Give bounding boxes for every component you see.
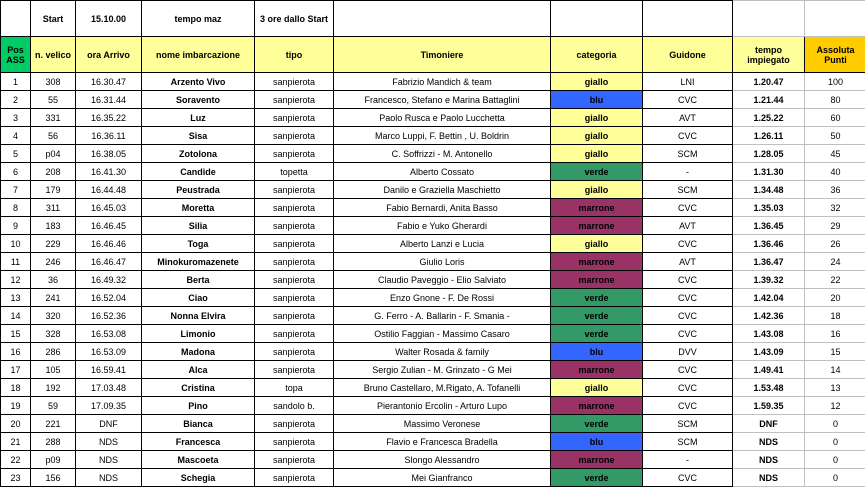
guidone-cell: CVC (643, 379, 733, 397)
guidone-cell: CVC (643, 361, 733, 379)
guidone-cell: CVC (643, 91, 733, 109)
timoniere-cell: Enzo Gnone - F. De Rossi (334, 289, 551, 307)
table-row (1, 469, 865, 487)
boat-name-cell: Ciao (142, 289, 255, 307)
guidone-cell: AVT (643, 217, 733, 235)
header-punti: Assoluta Punti (805, 37, 865, 73)
tempo-cell: 1.53.48 (733, 379, 805, 397)
boat-name-cell: Sisa (142, 127, 255, 145)
pos-cell: 1 (1, 73, 31, 91)
timoniere-cell: Sergio Zulian - M. Grinzato - G Mei (334, 361, 551, 379)
punti-cell: 26 (805, 235, 865, 253)
guidone-cell: CVC (643, 397, 733, 415)
table-row (1, 235, 865, 253)
punti-cell: 36 (805, 181, 865, 199)
boat-name-cell: Francesca (142, 433, 255, 451)
table-row (1, 361, 865, 379)
guidone-cell: CVC (643, 307, 733, 325)
table-row (1, 289, 865, 307)
boat-name-cell: Mascoeta (142, 451, 255, 469)
tipo-cell: sanpierota (255, 451, 334, 469)
tempo-cell: 1.49.41 (733, 361, 805, 379)
punti-cell: 20 (805, 289, 865, 307)
top-cell-guidone (643, 1, 733, 37)
pos-cell: 14 (1, 307, 31, 325)
arrivo-cell: 16.46.45 (76, 217, 142, 235)
velico-cell: 246 (31, 253, 76, 271)
boat-name-cell: Berta (142, 271, 255, 289)
boat-name-cell: Peustrada (142, 181, 255, 199)
tempo-cell: 1.35.03 (733, 199, 805, 217)
guidone-cell: CVC (643, 289, 733, 307)
categoria-cell: blu (551, 433, 643, 451)
tempo-cell: 1.20.47 (733, 73, 805, 91)
table-row (1, 217, 865, 235)
categoria-cell: verde (551, 163, 643, 181)
pos-cell: 20 (1, 415, 31, 433)
punti-cell: 18 (805, 307, 865, 325)
velico-cell: 192 (31, 379, 76, 397)
tempo-cell: 1.43.08 (733, 325, 805, 343)
guidone-cell: CVC (643, 325, 733, 343)
tempo-cell: NDS (733, 451, 805, 469)
tipo-cell: sanpierota (255, 343, 334, 361)
header-row (1, 37, 865, 73)
categoria-cell: verde (551, 289, 643, 307)
boat-name-cell: Soravento (142, 91, 255, 109)
timoniere-cell: Flavio e Francesca Bradella (334, 433, 551, 451)
tempo-cell: 1.21.44 (733, 91, 805, 109)
arrivo-cell: 16.46.46 (76, 235, 142, 253)
categoria-cell: giallo (551, 73, 643, 91)
tempo-max-value: 3 ore dallo Start (255, 1, 334, 37)
punti-cell: 60 (805, 109, 865, 127)
arrivo-cell: NDS (76, 451, 142, 469)
table-row (1, 91, 865, 109)
categoria-cell: giallo (551, 109, 643, 127)
boat-name-cell: Toga (142, 235, 255, 253)
boat-name-cell: Luz (142, 109, 255, 127)
tipo-cell: sanpierota (255, 415, 334, 433)
table-row (1, 181, 865, 199)
arrivo-cell: 16.59.41 (76, 361, 142, 379)
punti-cell: 0 (805, 469, 865, 487)
timoniere-cell: Walter Rosada & family (334, 343, 551, 361)
categoria-cell: verde (551, 325, 643, 343)
velico-cell: 55 (31, 91, 76, 109)
punti-cell: 0 (805, 433, 865, 451)
guidone-cell: AVT (643, 109, 733, 127)
punti-cell: 80 (805, 91, 865, 109)
punti-cell: 0 (805, 451, 865, 469)
punti-cell: 45 (805, 145, 865, 163)
guidone-cell: CVC (643, 199, 733, 217)
timoniere-cell: Massimo Veronese (334, 415, 551, 433)
boat-name-cell: Zotolona (142, 145, 255, 163)
velico-cell: 179 (31, 181, 76, 199)
timoniere-cell: Giulio Loris (334, 253, 551, 271)
arrivo-cell: 16.46.47 (76, 253, 142, 271)
tipo-cell: sanpierota (255, 91, 334, 109)
arrivo-cell: 16.41.30 (76, 163, 142, 181)
tempo-cell: NDS (733, 469, 805, 487)
punti-cell: 12 (805, 397, 865, 415)
tempo-cell: 1.36.46 (733, 235, 805, 253)
arrivo-cell: NDS (76, 469, 142, 487)
velico-cell: 208 (31, 163, 76, 181)
timoniere-cell: Fabio e Yuko Gherardi (334, 217, 551, 235)
tempo-cell: DNF (733, 415, 805, 433)
velico-cell: 56 (31, 127, 76, 145)
categoria-cell: marrone (551, 397, 643, 415)
velico-cell: 59 (31, 397, 76, 415)
header-tipo: tipo (255, 37, 334, 73)
punti-cell: 14 (805, 361, 865, 379)
categoria-cell: marrone (551, 271, 643, 289)
velico-cell: 156 (31, 469, 76, 487)
tipo-cell: sanpierota (255, 181, 334, 199)
categoria-cell: marrone (551, 253, 643, 271)
boat-name-cell: Silia (142, 217, 255, 235)
tipo-cell: topa (255, 379, 334, 397)
tempo-max-label: tempo maz (142, 1, 255, 37)
tipo-cell: sanpierota (255, 289, 334, 307)
table-row (1, 199, 865, 217)
guidone-cell: LNI (643, 73, 733, 91)
boat-name-cell: Bianca (142, 415, 255, 433)
velico-cell: 183 (31, 217, 76, 235)
tempo-cell: 1.26.11 (733, 127, 805, 145)
categoria-cell: marrone (551, 361, 643, 379)
timoniere-cell: Francesco, Stefano e Marina Battaglini (334, 91, 551, 109)
pos-cell: 19 (1, 397, 31, 415)
punti-cell: 13 (805, 379, 865, 397)
guidone-cell: DVV (643, 343, 733, 361)
table-row (1, 145, 865, 163)
punti-cell: 100 (805, 73, 865, 91)
pos-cell: 3 (1, 109, 31, 127)
arrivo-cell: 16.45.03 (76, 199, 142, 217)
header-velico: n. velico (31, 37, 76, 73)
boat-name-cell: Schegia (142, 469, 255, 487)
categoria-cell: giallo (551, 145, 643, 163)
boat-name-cell: Moretta (142, 199, 255, 217)
tempo-cell: 1.59.35 (733, 397, 805, 415)
top-cell-timoniere (334, 1, 551, 37)
velico-cell: p04 (31, 145, 76, 163)
tipo-cell: sanpierota (255, 361, 334, 379)
tipo-cell: sanpierota (255, 307, 334, 325)
tipo-cell: sanpierota (255, 109, 334, 127)
timoniere-cell: Slongo Alessandro (334, 451, 551, 469)
boat-name-cell: Alca (142, 361, 255, 379)
categoria-cell: giallo (551, 181, 643, 199)
velico-cell: 331 (31, 109, 76, 127)
top-cell-punti (805, 1, 865, 37)
tempo-cell: 1.39.32 (733, 271, 805, 289)
pos-cell: 9 (1, 217, 31, 235)
tempo-cell: 1.36.45 (733, 217, 805, 235)
velico-cell: 36 (31, 271, 76, 289)
guidone-cell: CVC (643, 271, 733, 289)
velico-cell: 286 (31, 343, 76, 361)
tipo-cell: sanpierota (255, 127, 334, 145)
arrivo-cell: 16.49.32 (76, 271, 142, 289)
categoria-cell: blu (551, 343, 643, 361)
timoniere-cell: G. Ferro - A. Ballarin - F. Smania - (334, 307, 551, 325)
categoria-cell: verde (551, 415, 643, 433)
pos-cell: 23 (1, 469, 31, 487)
pos-cell: 12 (1, 271, 31, 289)
guidone-cell: SCM (643, 415, 733, 433)
pos-cell: 15 (1, 325, 31, 343)
pos-cell: 21 (1, 433, 31, 451)
categoria-cell: giallo (551, 379, 643, 397)
table-row (1, 433, 865, 451)
timoniere-cell: Mei Gianfranco (334, 469, 551, 487)
punti-cell: 50 (805, 127, 865, 145)
categoria-cell: marrone (551, 217, 643, 235)
table-row (1, 379, 865, 397)
velico-cell: 320 (31, 307, 76, 325)
start-time: 15.10.00 (76, 1, 142, 37)
velico-cell: 241 (31, 289, 76, 307)
pos-cell: 16 (1, 343, 31, 361)
punti-cell: 40 (805, 163, 865, 181)
punti-cell: 32 (805, 199, 865, 217)
tipo-cell: sanpierota (255, 235, 334, 253)
header-pos: Pos ASS (1, 37, 31, 73)
table-row (1, 73, 865, 91)
timoniere-cell: Marco Luppi, F. Bettin , U. Boldrin (334, 127, 551, 145)
header-arrivo: ora Arrivo (76, 37, 142, 73)
velico-cell: 288 (31, 433, 76, 451)
arrivo-cell: 16.52.04 (76, 289, 142, 307)
arrivo-cell: 16.52.36 (76, 307, 142, 325)
boat-name-cell: Cristina (142, 379, 255, 397)
tempo-cell: 1.42.36 (733, 307, 805, 325)
boat-name-cell: Madona (142, 343, 255, 361)
tipo-cell: sanpierota (255, 199, 334, 217)
timoniere-cell: Bruno Castellaro, M.Rigato, A. Tofanelli (334, 379, 551, 397)
tipo-cell: sanpierota (255, 433, 334, 451)
tempo-cell: NDS (733, 433, 805, 451)
table-row (1, 253, 865, 271)
categoria-cell: marrone (551, 451, 643, 469)
tipo-cell: sandolo b. (255, 397, 334, 415)
tipo-cell: sanpierota (255, 325, 334, 343)
tempo-cell: 1.28.05 (733, 145, 805, 163)
tipo-cell: topetta (255, 163, 334, 181)
guidone-cell: SCM (643, 145, 733, 163)
table-row (1, 451, 865, 469)
categoria-cell: giallo (551, 127, 643, 145)
velico-cell: 221 (31, 415, 76, 433)
tipo-cell: sanpierota (255, 73, 334, 91)
guidone-cell: - (643, 451, 733, 469)
table-row (1, 325, 865, 343)
pos-cell: 22 (1, 451, 31, 469)
punti-cell: 16 (805, 325, 865, 343)
tempo-cell: 1.36.47 (733, 253, 805, 271)
guidone-cell: CVC (643, 235, 733, 253)
categoria-cell: marrone (551, 199, 643, 217)
table-row (1, 127, 865, 145)
boat-name-cell: Arzento Vivo (142, 73, 255, 91)
timoniere-cell: Fabrizio Mandich & team (334, 73, 551, 91)
arrivo-cell: DNF (76, 415, 142, 433)
timoniere-cell: C. Soffrizzi - M. Antonello (334, 145, 551, 163)
arrivo-cell: 17.03.48 (76, 379, 142, 397)
tipo-cell: sanpierota (255, 271, 334, 289)
pos-cell: 18 (1, 379, 31, 397)
arrivo-cell: NDS (76, 433, 142, 451)
guidone-cell: SCM (643, 433, 733, 451)
pos-cell: 5 (1, 145, 31, 163)
punti-cell: 29 (805, 217, 865, 235)
guidone-cell: SCM (643, 181, 733, 199)
categoria-cell: verde (551, 469, 643, 487)
velico-cell: 328 (31, 325, 76, 343)
top-empty-cell (1, 1, 31, 37)
pos-cell: 4 (1, 127, 31, 145)
pos-cell: 7 (1, 181, 31, 199)
arrivo-cell: 16.30.47 (76, 73, 142, 91)
categoria-cell: blu (551, 91, 643, 109)
arrivo-cell: 16.35.22 (76, 109, 142, 127)
header-tempo: tempo impiegato (733, 37, 805, 73)
velico-cell: 311 (31, 199, 76, 217)
table-row (1, 109, 865, 127)
tipo-cell: sanpierota (255, 253, 334, 271)
punti-cell: 24 (805, 253, 865, 271)
timoniere-cell: Ostilio Faggian - Massimo Casaro (334, 325, 551, 343)
pos-cell: 6 (1, 163, 31, 181)
boat-name-cell: Pino (142, 397, 255, 415)
boat-name-cell: Limonio (142, 325, 255, 343)
timoniere-cell: Claudio Paveggio - Elio Salviato (334, 271, 551, 289)
tempo-cell: 1.43.09 (733, 343, 805, 361)
pos-cell: 8 (1, 199, 31, 217)
tempo-cell: 1.31.30 (733, 163, 805, 181)
velico-cell: 229 (31, 235, 76, 253)
table-row (1, 415, 865, 433)
table-row (1, 397, 865, 415)
header-guidone: Guidone (643, 37, 733, 73)
info-row (1, 1, 865, 37)
boat-name-cell: Minokuromazenete (142, 253, 255, 271)
timoniere-cell: Fabio Bernardi, Anita Basso (334, 199, 551, 217)
arrivo-cell: 16.44.48 (76, 181, 142, 199)
arrivo-cell: 16.36.11 (76, 127, 142, 145)
pos-cell: 17 (1, 361, 31, 379)
tempo-cell: 1.34.48 (733, 181, 805, 199)
timoniere-cell: Danilo e Graziella Maschietto (334, 181, 551, 199)
tempo-cell: 1.42.04 (733, 289, 805, 307)
pos-cell: 2 (1, 91, 31, 109)
header-categoria: categoria (551, 37, 643, 73)
tipo-cell: sanpierota (255, 145, 334, 163)
arrivo-cell: 16.38.05 (76, 145, 142, 163)
timoniere-cell: Paolo Rusca e Paolo Lucchetta (334, 109, 551, 127)
header-nome: nome imbarcazione (142, 37, 255, 73)
timoniere-cell: Pierantonio Ercolin - Arturo Lupo (334, 397, 551, 415)
timoniere-cell: Alberto Cossato (334, 163, 551, 181)
top-cell-tempo (733, 1, 805, 37)
arrivo-cell: 16.53.08 (76, 325, 142, 343)
velico-cell: p09 (31, 451, 76, 469)
guidone-cell: AVT (643, 253, 733, 271)
boat-name-cell: Candide (142, 163, 255, 181)
top-cell-categoria (551, 1, 643, 37)
categoria-cell: verde (551, 307, 643, 325)
boat-name-cell: Nonna Elvira (142, 307, 255, 325)
guidone-cell: CVC (643, 127, 733, 145)
punti-cell: 0 (805, 415, 865, 433)
pos-cell: 11 (1, 253, 31, 271)
tipo-cell: sanpierota (255, 217, 334, 235)
table-row (1, 307, 865, 325)
tipo-cell: sanpierota (255, 469, 334, 487)
arrivo-cell: 16.31.44 (76, 91, 142, 109)
pos-cell: 13 (1, 289, 31, 307)
velico-cell: 308 (31, 73, 76, 91)
punti-cell: 22 (805, 271, 865, 289)
table-row (1, 271, 865, 289)
guidone-cell: - (643, 163, 733, 181)
arrivo-cell: 17.09.35 (76, 397, 142, 415)
tempo-cell: 1.25.22 (733, 109, 805, 127)
timoniere-cell: Alberto Lanzi e Lucia (334, 235, 551, 253)
arrivo-cell: 16.53.09 (76, 343, 142, 361)
start-label: Start (31, 1, 76, 37)
pos-cell: 10 (1, 235, 31, 253)
punti-cell: 15 (805, 343, 865, 361)
categoria-cell: giallo (551, 235, 643, 253)
velico-cell: 105 (31, 361, 76, 379)
table-row (1, 163, 865, 181)
guidone-cell: CVC (643, 469, 733, 487)
header-timoniere: Timoniere (334, 37, 551, 73)
table-row (1, 343, 865, 361)
